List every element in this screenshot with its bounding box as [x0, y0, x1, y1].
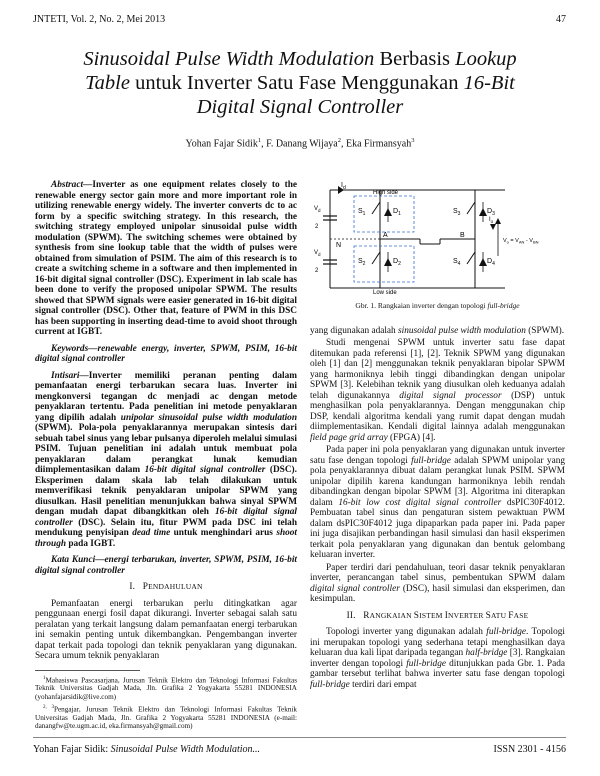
- left-column: [35, 180, 297, 731]
- paragraph-text: [3]. Rangkaian inverter dengan topologi: [310, 648, 565, 669]
- paragraph-text: adalah SPWM unipolar yang pola penyaklarannya dibuat dalam perangkat lunak PSIM. SPWM unipolar dipilih karena kandungan harmoniknya lebih rendah dibandingkan dengan bipolar SPWM [3]. Algoritma ini diterapkan dalam: [310, 455, 565, 508]
- io-arrow-head: [490, 224, 496, 230]
- paragraph-text: Paper terdiri dari pendahuluan, teori dasar teknik penyaklaran inverter, perancangan tabel sinus, pembentukan SPWM dalam: [310, 562, 565, 583]
- figure-caption: [310, 301, 565, 312]
- paragraph-text: (SPWM).: [525, 325, 565, 336]
- author-name: , Eka Firmansyah: [340, 138, 412, 150]
- author-list: [30, 137, 570, 149]
- intisari-text: (DSC). Selain itu, fitur PWM pada DSC ini telah mendukung penyisipan: [35, 517, 297, 538]
- label-d3: $D_3$: [487, 208, 495, 217]
- title-part: Digital Signal Controller: [196, 96, 404, 118]
- section-heading-1: [35, 582, 297, 593]
- paragraph-text: yang digunakan adalah: [310, 325, 399, 336]
- intisari-label: Intisari: [51, 370, 80, 381]
- intisari-text: (DSC). Eksperimen dalam skala lab telah dilakukan untuk memverifikasi teknik penyaklaran unipolar SPWM yang diusulkan. Hasil penelitian menunjukkan bahwa sinyal SPWM dengan mudah dapat dibangkitkan oleh: [35, 465, 297, 517]
- diode-d3: [479, 208, 487, 216]
- vo-arrow-head: [495, 218, 501, 224]
- paragraph-text: full-bridge: [411, 455, 451, 466]
- figure-1: [310, 180, 565, 298]
- section-title: I: [444, 610, 449, 621]
- section-title: NVERTER: [448, 610, 486, 620]
- section-number: II.: [346, 610, 356, 621]
- paragraph: [310, 445, 565, 561]
- inverter-circuit-diagram: [310, 180, 565, 298]
- label-d4: $D_4$: [487, 258, 495, 267]
- right-column: [310, 180, 565, 696]
- paragraph-text: full-bridge: [406, 658, 446, 669]
- footnote-mark: 1: [43, 675, 46, 681]
- paragraph-text: ditunjukkan pada Gbr. 1. Pada gambar tersebut terlihat bahwa inverter satu fase dengan topologi: [310, 658, 566, 679]
- journal-header: JNTETI, Vol. 2, No. 2, Mei 2013: [33, 14, 166, 25]
- paragraph-text: digital signal controller: [310, 583, 400, 594]
- footnote-text: Mahasiswa Pascasarjana, Jurusan Teknik Elektro dan Teknologi Informasi Fakultas Teknik Universitas Gadjah Mada, Jln. Grafika 2 Yogyakarta 55281 INDONESIA (yohanfajarsidik@live.com): [35, 675, 297, 702]
- intisari: [35, 371, 297, 550]
- author-affil: 3: [411, 137, 415, 144]
- paragraph-text: dsPIC30F4012. Pembuatan tabel sinus dan pengaturan sistem pewaktuan PWM dalam dsPIC30F4012 juga dipaparkan pada paper ini. Pada paper ini juga disajikan perbandingan hasil simulasi dan hasil eksperimen terkait pola penyaklaran yang digunakan dan bentuk gelombang keluaran inverter.: [310, 497, 565, 560]
- intisari-text: shoot through: [35, 528, 297, 549]
- paragraph-text: full-bridge: [310, 679, 350, 690]
- kata-kunci-label: Kata Kunci: [51, 555, 96, 565]
- label-vd-upper: $V_d$: [314, 206, 321, 213]
- label-half-upper: 2: [315, 224, 319, 230]
- footnote-text: Pengajar, Jurusan Teknik Elektro dan Teknologi Informasi Fakultas Teknik Universitas Gadjah Mada, Jln. Grafika 2 Yogyakarta 55281 INDONESIA (e-mail: danangfw@te.ugm.ac.id, eka.firmansyah@gmail.com): [35, 705, 298, 731]
- label-low-side: Low side: [373, 290, 397, 296]
- intisari-text: 16-bit digital signal controller: [144, 465, 266, 475]
- label-node-a: A: [383, 232, 388, 239]
- section-title: ATU: [491, 610, 509, 620]
- title-part: Sinusoidal Pulse Width Modulation: [83, 48, 375, 70]
- author-affil: 1: [257, 137, 262, 144]
- title-part: 16-Bit: [463, 72, 515, 94]
- section-title: ASE: [513, 610, 529, 620]
- keywords-label: Keywords: [51, 343, 89, 354]
- paper-title: [30, 47, 570, 119]
- title-part: Lookup: [455, 48, 517, 70]
- diode-d4: [479, 258, 487, 266]
- abstract-label: Abstract: [51, 180, 84, 190]
- paragraph-text: 16-bit low cost digital signal controller: [338, 497, 502, 508]
- intro-paragraph: Pemanfaatan energi terbarukan perlu ditingkatkan agar penggunaan energi fosil dapat dikurangi. Inverter sebagai salah satu peralatan yang terkait langsung dalam pemanfaatan energi terbarukan ini semakin penting untuk dikembangkan. Pengembangan inverter dapat terkait pada topologi dan teknik penyaklaran yang digunakan. Secara umum teknik penyaklaran: [35, 598, 297, 661]
- abstract: [35, 180, 297, 338]
- footnote-2: [35, 704, 297, 731]
- paragraph-text: digital signal processor: [399, 390, 502, 401]
- title-part: untuk Inverter Satu Fase Menggunakan: [129, 72, 464, 94]
- section-title: ANGKAIAN: [369, 610, 414, 620]
- paragraph: [310, 627, 565, 690]
- paragraph-text: (DSP) untuk menghasilkan pola penyaklarannya. Dengan menggunakan chip DSP, kendali algoritma kendali yang rumit dapat dengan mudah diimplementasikan. Kendali digital lainnya adalah menggunakan: [310, 390, 566, 432]
- paragraph-text: (FPGA) [4].: [387, 432, 436, 443]
- paragraph-text: full-bridge: [486, 627, 527, 637]
- switch-s3: [467, 202, 475, 214]
- paragraph-text: . Topologi ini merupakan topologi yang sederhana tetapi menghasilkan daya keluaran dua kali lipat daripada tegangan: [310, 627, 565, 658]
- paragraph-text: Pada paper ini pola penyaklaran yang digunakan untuk inverter satu fase dengan topologi: [310, 445, 565, 466]
- intisari-text: 16-bit digital signal controller: [35, 507, 298, 528]
- abstract-text: —Inverter as one equipment relates closely to the renewable energy sector gain more and more important role in utilizing renewable energy widely. The inverter converts dc to ac form by a specific switching strategy. In this research, the switching strategy employed unipolar sinusoidal pulse width modulation (SPWM). The switching schemes were obtained by synthesis from sine lookup table that the width of pulses were obtained from simulation of PSIM. The aim of this research is to create a switching scheme in a software and then implemented in 16-bit digital signal controller (DSC). Experiment in lab scale has been done to verify the proposed unipolar SPWM. The results showed that SPWM signals were easier generated in 16-bit digital signal controller (DSC). Other that, feature of PWM in this DSC has been supporting in inserting dead-time to avoid shoot through current at IGBT.: [35, 180, 297, 337]
- label-s3: $S_3$: [453, 208, 461, 217]
- paragraph-text: sinusoidal pulse width modulation: [398, 325, 526, 336]
- section-heading-2: [310, 611, 565, 622]
- author-name: , F. Danang Wijaya: [261, 138, 338, 150]
- section-title: S: [413, 610, 420, 621]
- label-d1: $D_1$: [393, 208, 401, 217]
- label-d2: $D_2$: [393, 258, 401, 267]
- paragraph-text: (DSC), hasil simulasi dan eksperimen, dan kesimpulan.: [310, 583, 565, 604]
- footnote-1: [35, 675, 297, 702]
- label-s1: $S_1$: [358, 208, 366, 217]
- intisari-text: dead time: [132, 528, 171, 538]
- label-node-b: B: [460, 232, 465, 239]
- paragraph: [310, 326, 565, 337]
- diode-d2: [384, 258, 392, 266]
- footer-divider: [33, 737, 566, 738]
- kata-kunci: [35, 555, 297, 576]
- footer-issn: ISSN 2301 - 4156: [493, 744, 566, 755]
- section-title: P: [142, 582, 149, 592]
- intisari-text: untuk menghindari arus: [170, 528, 277, 538]
- kata-kunci-text: —energi terbarukan, inverter, SPWM, PSIM, 16-bit digital signal controller: [35, 555, 297, 576]
- title-part: Berbasis: [374, 48, 456, 70]
- section-title: ENDAHULUAN: [148, 582, 203, 591]
- switch-s1: [372, 202, 380, 214]
- paragraph-text: half-bridge: [465, 648, 508, 658]
- title-part: Table: [85, 72, 130, 94]
- intisari-text: unipolar sinusoidal pulse width modulation: [120, 412, 297, 423]
- footnote-divider: [35, 670, 140, 671]
- label-node-n: N: [336, 242, 342, 249]
- footer-author: Yohan Fajar Sidik:: [33, 744, 111, 755]
- author-name: Yohan Fajar Sidik: [185, 138, 258, 150]
- section-title: F: [508, 610, 514, 621]
- label-s4: $S_4$: [453, 258, 461, 267]
- caption-text: full-bridge: [487, 301, 520, 310]
- label-vo: $V_o = V_{AN} - V_{BN}$: [503, 238, 539, 245]
- keywords-text: —renewable energy, inverter, SPWM, PSIM, 16-bit digital signal controller: [35, 343, 297, 364]
- section-title: R: [363, 610, 370, 621]
- diode-d1: [384, 208, 392, 216]
- footnote-mark: 2, 3: [43, 704, 54, 710]
- intisari-text: pada IGBT.: [66, 538, 116, 549]
- label-s2: $S_2$: [358, 258, 366, 267]
- keywords: [35, 344, 297, 365]
- page-number: 47: [556, 14, 566, 25]
- intisari-text: —Inverter memiliki peranan penting dalam pemanfaatan energi terbarukan secara luas. Inverter ini mengkonversi tegangan dc menjadi ac dengan metode penyaklaran tertentu. Pada penelitian ini metode penyaklaran yang dipilih adalah: [35, 370, 297, 423]
- label-io: $I_o$: [489, 217, 494, 224]
- label-half-lower: 2: [315, 268, 319, 274]
- author-affil: 2: [337, 137, 341, 144]
- switch-s4: [467, 252, 475, 264]
- section-title: S: [485, 610, 491, 621]
- intisari-text: (SPWM). Pola-pola penyaklarannya merupakan sintesis dari sebuah tabel sinus yang lebar pulsanya diperoleh melalui simulasi PSIM. Tujuan penelitian ini adalah untuk membuat pola penyaklaran dalam perangkat lunak kemudian diimplementasikan dalam: [35, 423, 297, 475]
- section-number: I.: [129, 582, 136, 592]
- paragraph: [310, 563, 565, 605]
- label-vd-lower: $V_d$: [314, 250, 321, 257]
- caption-text: Gbr. 1. Rangkaian inverter dengan topologi: [355, 301, 488, 310]
- section-title: ISTEM: [419, 610, 445, 620]
- paragraph-text: Topologi inverter yang digunakan adalah: [326, 627, 487, 637]
- paragraph-text: field page grid array: [310, 432, 388, 443]
- footer-citation: [33, 744, 260, 755]
- switch-s2: [372, 252, 380, 264]
- label-id: $I_d$: [341, 182, 346, 191]
- paragraph: [310, 338, 565, 443]
- paragraph-text: Studi mengenai SPWM untuk inverter satu fase dapat ditemukan pada referensi [1], [2]. Teknik SPWM yang digunakan oleh [1] dan [2] menggunakan teknik penyaklaran bipolar SPWM yang harmoniknya lebih tinggi dibandingkan dengan unipolar SPWM [3]. Kelebihan teknik yang diusulkan oleh keduanya adalah telah digunakannya: [310, 338, 565, 401]
- label-high-side: High side: [373, 190, 399, 196]
- footer-title: Sinusoidal Pulse Width Modulation...: [110, 744, 261, 755]
- paragraph-text: terdiri dari empat: [349, 679, 417, 690]
